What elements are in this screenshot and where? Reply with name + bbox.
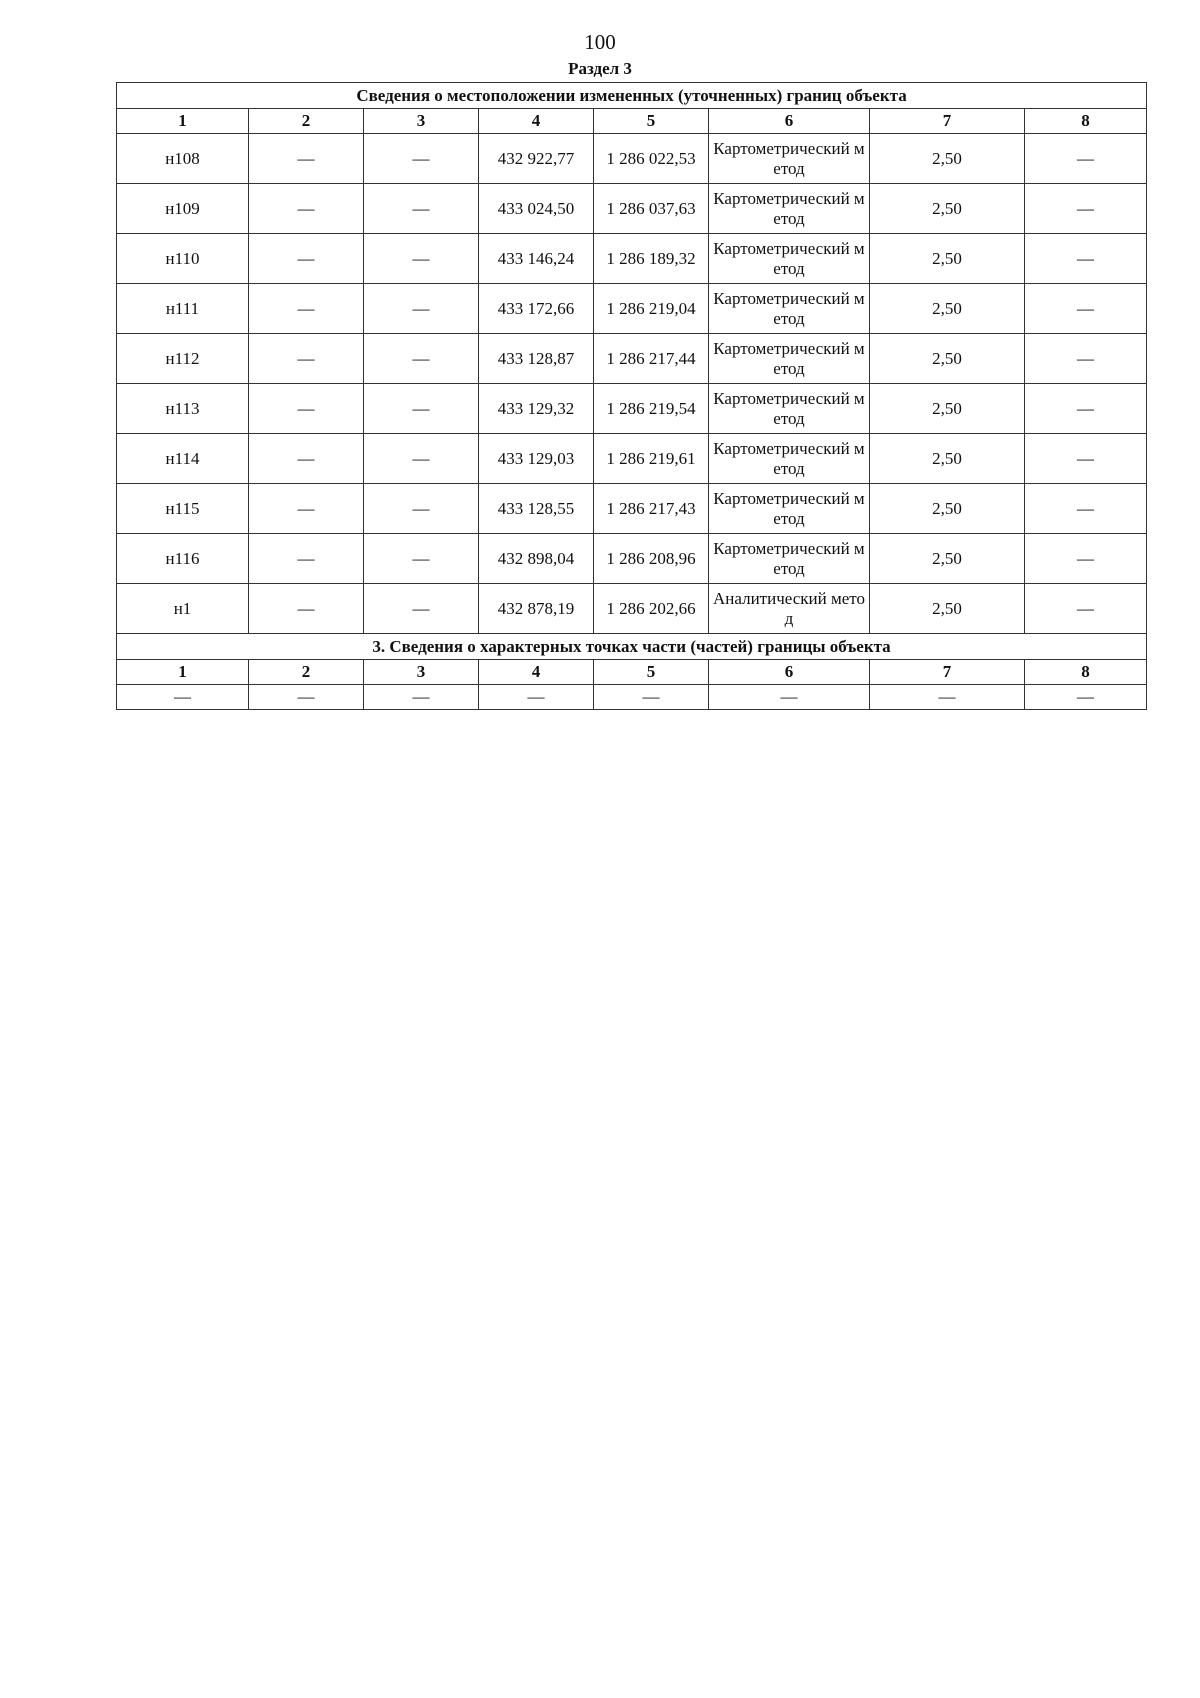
table-cell: Картометрический метод: [709, 334, 870, 384]
section-title: Раздел 3: [568, 59, 632, 78]
table-cell: —: [364, 284, 479, 334]
table-cell: 1 286 189,32: [594, 234, 709, 284]
table-cell: 1 286 022,53: [594, 134, 709, 184]
table-cell: н116: [117, 534, 249, 584]
section2-column-header-row: [117, 660, 1147, 685]
table-row: [117, 434, 1147, 484]
column-header: 3: [364, 109, 479, 134]
table-body: [117, 83, 1147, 710]
table-cell: 2,50: [870, 584, 1025, 634]
table-cell: 432 878,19: [479, 584, 594, 634]
table-cell: 2,50: [870, 284, 1025, 334]
table-cell: —: [1025, 284, 1147, 334]
table-cell: —: [1025, 234, 1147, 284]
column-header: 1: [117, 109, 249, 134]
table-cell: —: [249, 584, 364, 634]
table-cell: —: [364, 685, 479, 710]
table-row: [117, 484, 1147, 534]
table-cell: 2,50: [870, 484, 1025, 534]
table-cell: н108: [117, 134, 249, 184]
table-row: [117, 534, 1147, 584]
column-header: 7: [870, 109, 1025, 134]
table-cell: —: [364, 434, 479, 484]
table-cell: —: [249, 284, 364, 334]
column-header-row: [117, 109, 1147, 134]
table-cell: 2,50: [870, 184, 1025, 234]
column-header: 2: [249, 109, 364, 134]
section2-title-row: [117, 634, 1147, 660]
table-cell: 433 024,50: [479, 184, 594, 234]
table-cell: Картометрический метод: [709, 184, 870, 234]
table-cell: —: [1025, 484, 1147, 534]
table-cell: —: [594, 685, 709, 710]
table-row: [117, 284, 1147, 334]
table-cell: —: [1025, 685, 1147, 710]
table-cell: Картометрический метод: [709, 234, 870, 284]
table-cell: —: [1025, 534, 1147, 584]
table-cell: —: [117, 685, 249, 710]
table-row: [117, 334, 1147, 384]
column-header: 6: [709, 109, 870, 134]
table-cell: —: [249, 384, 364, 434]
table-cell: —: [364, 234, 479, 284]
table-cell: —: [364, 484, 479, 534]
table-cell: 1 286 217,44: [594, 334, 709, 384]
table-cell: н110: [117, 234, 249, 284]
table-cell: Картометрический метод: [709, 484, 870, 534]
section2-title: 3. Сведения о характерных точках части (частей) границы объекта: [117, 634, 1147, 660]
table-cell: Аналитический метод: [709, 584, 870, 634]
table-cell: —: [249, 184, 364, 234]
table-cell: Картометрический метод: [709, 384, 870, 434]
table-cell: 1 286 037,63: [594, 184, 709, 234]
column-header: 7: [870, 660, 1025, 685]
table-cell: —: [1025, 334, 1147, 384]
table-cell: 2,50: [870, 334, 1025, 384]
table-row: [117, 134, 1147, 184]
table-cell: Картометрический метод: [709, 284, 870, 334]
table-cell: н115: [117, 484, 249, 534]
table-cell: —: [364, 334, 479, 384]
table-cell: —: [1025, 184, 1147, 234]
table-title: Сведения о местоположении измененных (уточненных) границ объекта: [117, 83, 1147, 109]
table-cell: 1 286 219,54: [594, 384, 709, 434]
table-cell: —: [1025, 434, 1147, 484]
table-row: [117, 384, 1147, 434]
table-cell: 1 286 217,43: [594, 484, 709, 534]
column-header: 4: [479, 109, 594, 134]
table-cell: 2,50: [870, 384, 1025, 434]
table-cell: —: [364, 134, 479, 184]
table-row: [117, 584, 1147, 634]
table-cell: н112: [117, 334, 249, 384]
table-cell: 433 129,32: [479, 384, 594, 434]
column-header: 8: [1025, 109, 1147, 134]
column-header: 2: [249, 660, 364, 685]
column-header: 1: [117, 660, 249, 685]
table-cell: н1: [117, 584, 249, 634]
table-cell: —: [1025, 384, 1147, 434]
table-cell: —: [249, 334, 364, 384]
table-cell: 433 129,03: [479, 434, 594, 484]
table-cell: —: [364, 584, 479, 634]
table-cell: —: [364, 184, 479, 234]
table-cell: —: [364, 384, 479, 434]
table-cell: 433 146,24: [479, 234, 594, 284]
column-header: 6: [709, 660, 870, 685]
table-cell: 1 286 219,04: [594, 284, 709, 334]
table-cell: 433 172,66: [479, 284, 594, 334]
table-cell: н114: [117, 434, 249, 484]
table-cell: Картометрический метод: [709, 534, 870, 584]
table-cell: 1 286 202,66: [594, 584, 709, 634]
column-header: 5: [594, 109, 709, 134]
table-cell: —: [249, 234, 364, 284]
table-cell: 1 286 208,96: [594, 534, 709, 584]
table-cell: 432 898,04: [479, 534, 594, 584]
table-cell: —: [249, 134, 364, 184]
table-cell: н109: [117, 184, 249, 234]
table-cell: —: [364, 534, 479, 584]
table-cell: —: [249, 534, 364, 584]
table-cell: 2,50: [870, 134, 1025, 184]
table-row: [117, 234, 1147, 284]
table-cell: 2,50: [870, 234, 1025, 284]
table-cell: 433 128,87: [479, 334, 594, 384]
table-cell: —: [1025, 134, 1147, 184]
table-cell: 2,50: [870, 534, 1025, 584]
table-cell: —: [249, 434, 364, 484]
table-cell: —: [1025, 584, 1147, 634]
table-cell: н113: [117, 384, 249, 434]
table-cell: —: [479, 685, 594, 710]
boundary-table: [116, 82, 1147, 710]
table-title-row: [117, 83, 1147, 109]
table-cell: —: [870, 685, 1025, 710]
table-cell: —: [709, 685, 870, 710]
column-header: 4: [479, 660, 594, 685]
table-cell: 433 128,55: [479, 484, 594, 534]
table-cell: Картометрический метод: [709, 134, 870, 184]
column-header: 3: [364, 660, 479, 685]
table-row: [117, 184, 1147, 234]
column-header: 5: [594, 660, 709, 685]
table-cell: н111: [117, 284, 249, 334]
table-cell: 2,50: [870, 434, 1025, 484]
table-cell: 432 922,77: [479, 134, 594, 184]
column-header: 8: [1025, 660, 1147, 685]
page-number: 100: [584, 30, 616, 54]
table-row: [117, 685, 1147, 710]
table-cell: Картометрический метод: [709, 434, 870, 484]
table-cell: —: [249, 484, 364, 534]
table-cell: 1 286 219,61: [594, 434, 709, 484]
table-cell: —: [249, 685, 364, 710]
